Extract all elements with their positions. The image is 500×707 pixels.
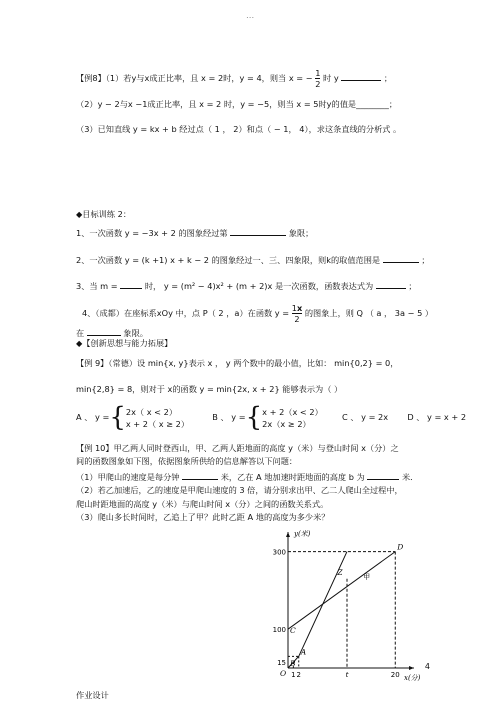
target2-q4-frac-top — [292, 303, 303, 314]
ex8-line1-text: 【例8】（1）若y与x成正比率，且 x = 2时，y = 4，则当 x = − — [76, 73, 313, 83]
ex10-line3 — [76, 471, 418, 483]
point-label-Z: Z — [337, 567, 343, 577]
target2-q4-c: 在 — [76, 328, 85, 338]
ex8-line1-end: ； — [383, 73, 393, 83]
ex10-l3-c: 米． — [401, 472, 419, 482]
target2-q4-mid: 的图象上，则 Q （ a ， 3a − 5 ） — [304, 308, 434, 318]
option-a-label: A 、 y = — [76, 412, 110, 422]
ex9-line2: min{2,8} = 8，则对于 x的函数 y = min{2x, x + 2} 能够表示为（ ） — [76, 384, 343, 394]
option-b-label: B 、 y = — [212, 412, 246, 422]
option-a[interactable] — [76, 402, 192, 433]
option-b-cases — [262, 406, 323, 430]
homework-title: 作业设计 — [76, 690, 109, 700]
y-tick-15: 15 — [277, 659, 286, 668]
target2-q1 — [76, 227, 313, 239]
target2-q4-frac-num: 1 — [291, 303, 297, 313]
ex10-line6: （3）爬山多长时间时，乙追上了甲？此时乙距 A 地的高度为多少米？ — [76, 512, 330, 522]
target2-q3-blank2[interactable] — [376, 280, 406, 289]
option-a-case2: x + 2（ x ≥ 2） — [125, 418, 190, 429]
x-tick-20: 20 — [390, 671, 400, 679]
target2-q4 — [82, 303, 433, 324]
target2-q3-mid: 时， y = (m² − 4)x² + (m + 2)x 是一次函数，函数表达式为 — [144, 281, 374, 291]
target2-title: ◆目标训练 2： — [76, 209, 132, 219]
ex9-line1: 【例 9】（常德）设 min{x, y}表示 x ， y 两个数中的最小值，比如： min{0,2} = 0， — [76, 358, 399, 368]
ex10-l3-a: （1）甲爬山的速度是每分钟 — [76, 472, 180, 482]
header-mark: … — [246, 10, 255, 20]
target2-q4-frac-x: x — [296, 303, 303, 313]
target2-q2 — [76, 254, 430, 266]
y-tick-100: 100 — [272, 626, 286, 635]
option-b-case1: x + 2（x < 2） — [262, 406, 323, 417]
option-d[interactable]: D 、 y = x + 2 — [407, 412, 467, 422]
ex8-line3: （3）已知直线 y = kx + b 经过点（ 1 ， 2）和点（ − 1， 4），求这条直线的分析式 。 — [76, 124, 402, 134]
target2-q4-d: 象限。 — [123, 328, 148, 338]
page-number: 4 — [424, 662, 430, 671]
target2-q3-blank1[interactable] — [120, 280, 142, 289]
option-a-case1: 2x（ x < 2） — [125, 406, 178, 417]
option-b-brace: { — [245, 402, 263, 433]
target2-q2-text: 2、一次函数 y = (k +1) x + k − 2 的图象经过一、三、四象限，则k的取值范围是 — [76, 255, 381, 265]
point-label-D: D — [397, 542, 404, 552]
point-label-B: B — [290, 659, 296, 669]
option-a-brace: { — [109, 402, 126, 433]
x-axis-arrow — [409, 666, 414, 670]
target2-q4-fraction — [292, 303, 303, 324]
option-c[interactable]: C 、 y = 2x — [342, 412, 389, 422]
ex10-blank2[interactable] — [367, 471, 399, 480]
y-tick-300: 300 — [272, 548, 286, 557]
x-tick-t: t — [345, 671, 349, 679]
target2-q1-end: 象限； — [288, 228, 314, 238]
target2-q2-end: ； — [421, 255, 430, 265]
target2-q4-text: 4、（成都）在座标系xOy 中，点 P（ 2 ，a）在函数 y = — [82, 308, 290, 318]
x-axis-label: x(分) — [404, 674, 421, 682]
ex8-blank1[interactable] — [341, 72, 381, 81]
height-time-graph — [268, 524, 421, 684]
target2-q3 — [76, 280, 417, 292]
series-label-jia: 甲 — [363, 572, 371, 581]
target2-q2-blank[interactable] — [383, 254, 419, 263]
ex10-blank1[interactable] — [182, 471, 218, 480]
ex10-line2: 间的函数图象如下图，依据图象所供给的信息解答以下问题： — [76, 456, 298, 466]
option-b[interactable] — [212, 402, 325, 433]
target2-q1-text: 1、一次函数 y = −3x + 2 的图象经过第 — [76, 228, 228, 238]
target2-q3-text: 3、当 m = — [76, 281, 118, 291]
ex10-line1: 【例 10】甲乙两人同时登西山，甲、乙两人距地面的高度 y（米）与登山时间 x（分）之 — [76, 443, 399, 453]
y-axis-label: y(米) — [294, 530, 311, 538]
ex9-options — [76, 404, 466, 431]
target2-q4-blank[interactable] — [87, 327, 121, 336]
ex8-frac-num: 1 — [315, 68, 321, 78]
ex10-l3-b: 米，乙在 A 地加速时距地面的高度 b 为 — [220, 472, 365, 482]
option-b-case2: 2x（x ≥ 2） — [262, 418, 311, 429]
ex10-line5: 爬山时距地面的高度 y（米）与爬山时间 x（分）之间的函数关系式。 — [76, 499, 329, 509]
point-label-A: A — [300, 647, 307, 657]
target2-q1-blank[interactable] — [230, 227, 286, 236]
ex8-frac-den: 2 — [315, 79, 321, 89]
x-tick-2: 2 — [296, 671, 301, 679]
ex8-line2: （2）y − 2与x −1成正比率，且 x = 2 时，y = −5，则当 x = 5时y的值是________； — [76, 99, 398, 109]
ex8-line1-mid: 时 y — [323, 73, 339, 83]
innovation-title: ◆【创新思想与能力拓展】 — [76, 338, 173, 348]
target2-q3-end: ； — [408, 281, 417, 291]
x-tick-1: 1 — [291, 671, 296, 679]
point-label-O: O — [280, 669, 287, 678]
point-label-C: C — [290, 626, 296, 636]
option-a-cases — [126, 406, 189, 430]
ex8-line1 — [76, 68, 392, 89]
y-axis-arrow — [286, 532, 290, 537]
ex8-fraction — [315, 68, 320, 89]
ex10-line4: （2）若乙加速后，乙的速度是甲爬山速度的 3 倍，请分别求出甲、乙二人爬山全过程中， — [76, 485, 403, 495]
target2-q4-frac-den: 2 — [294, 314, 300, 324]
